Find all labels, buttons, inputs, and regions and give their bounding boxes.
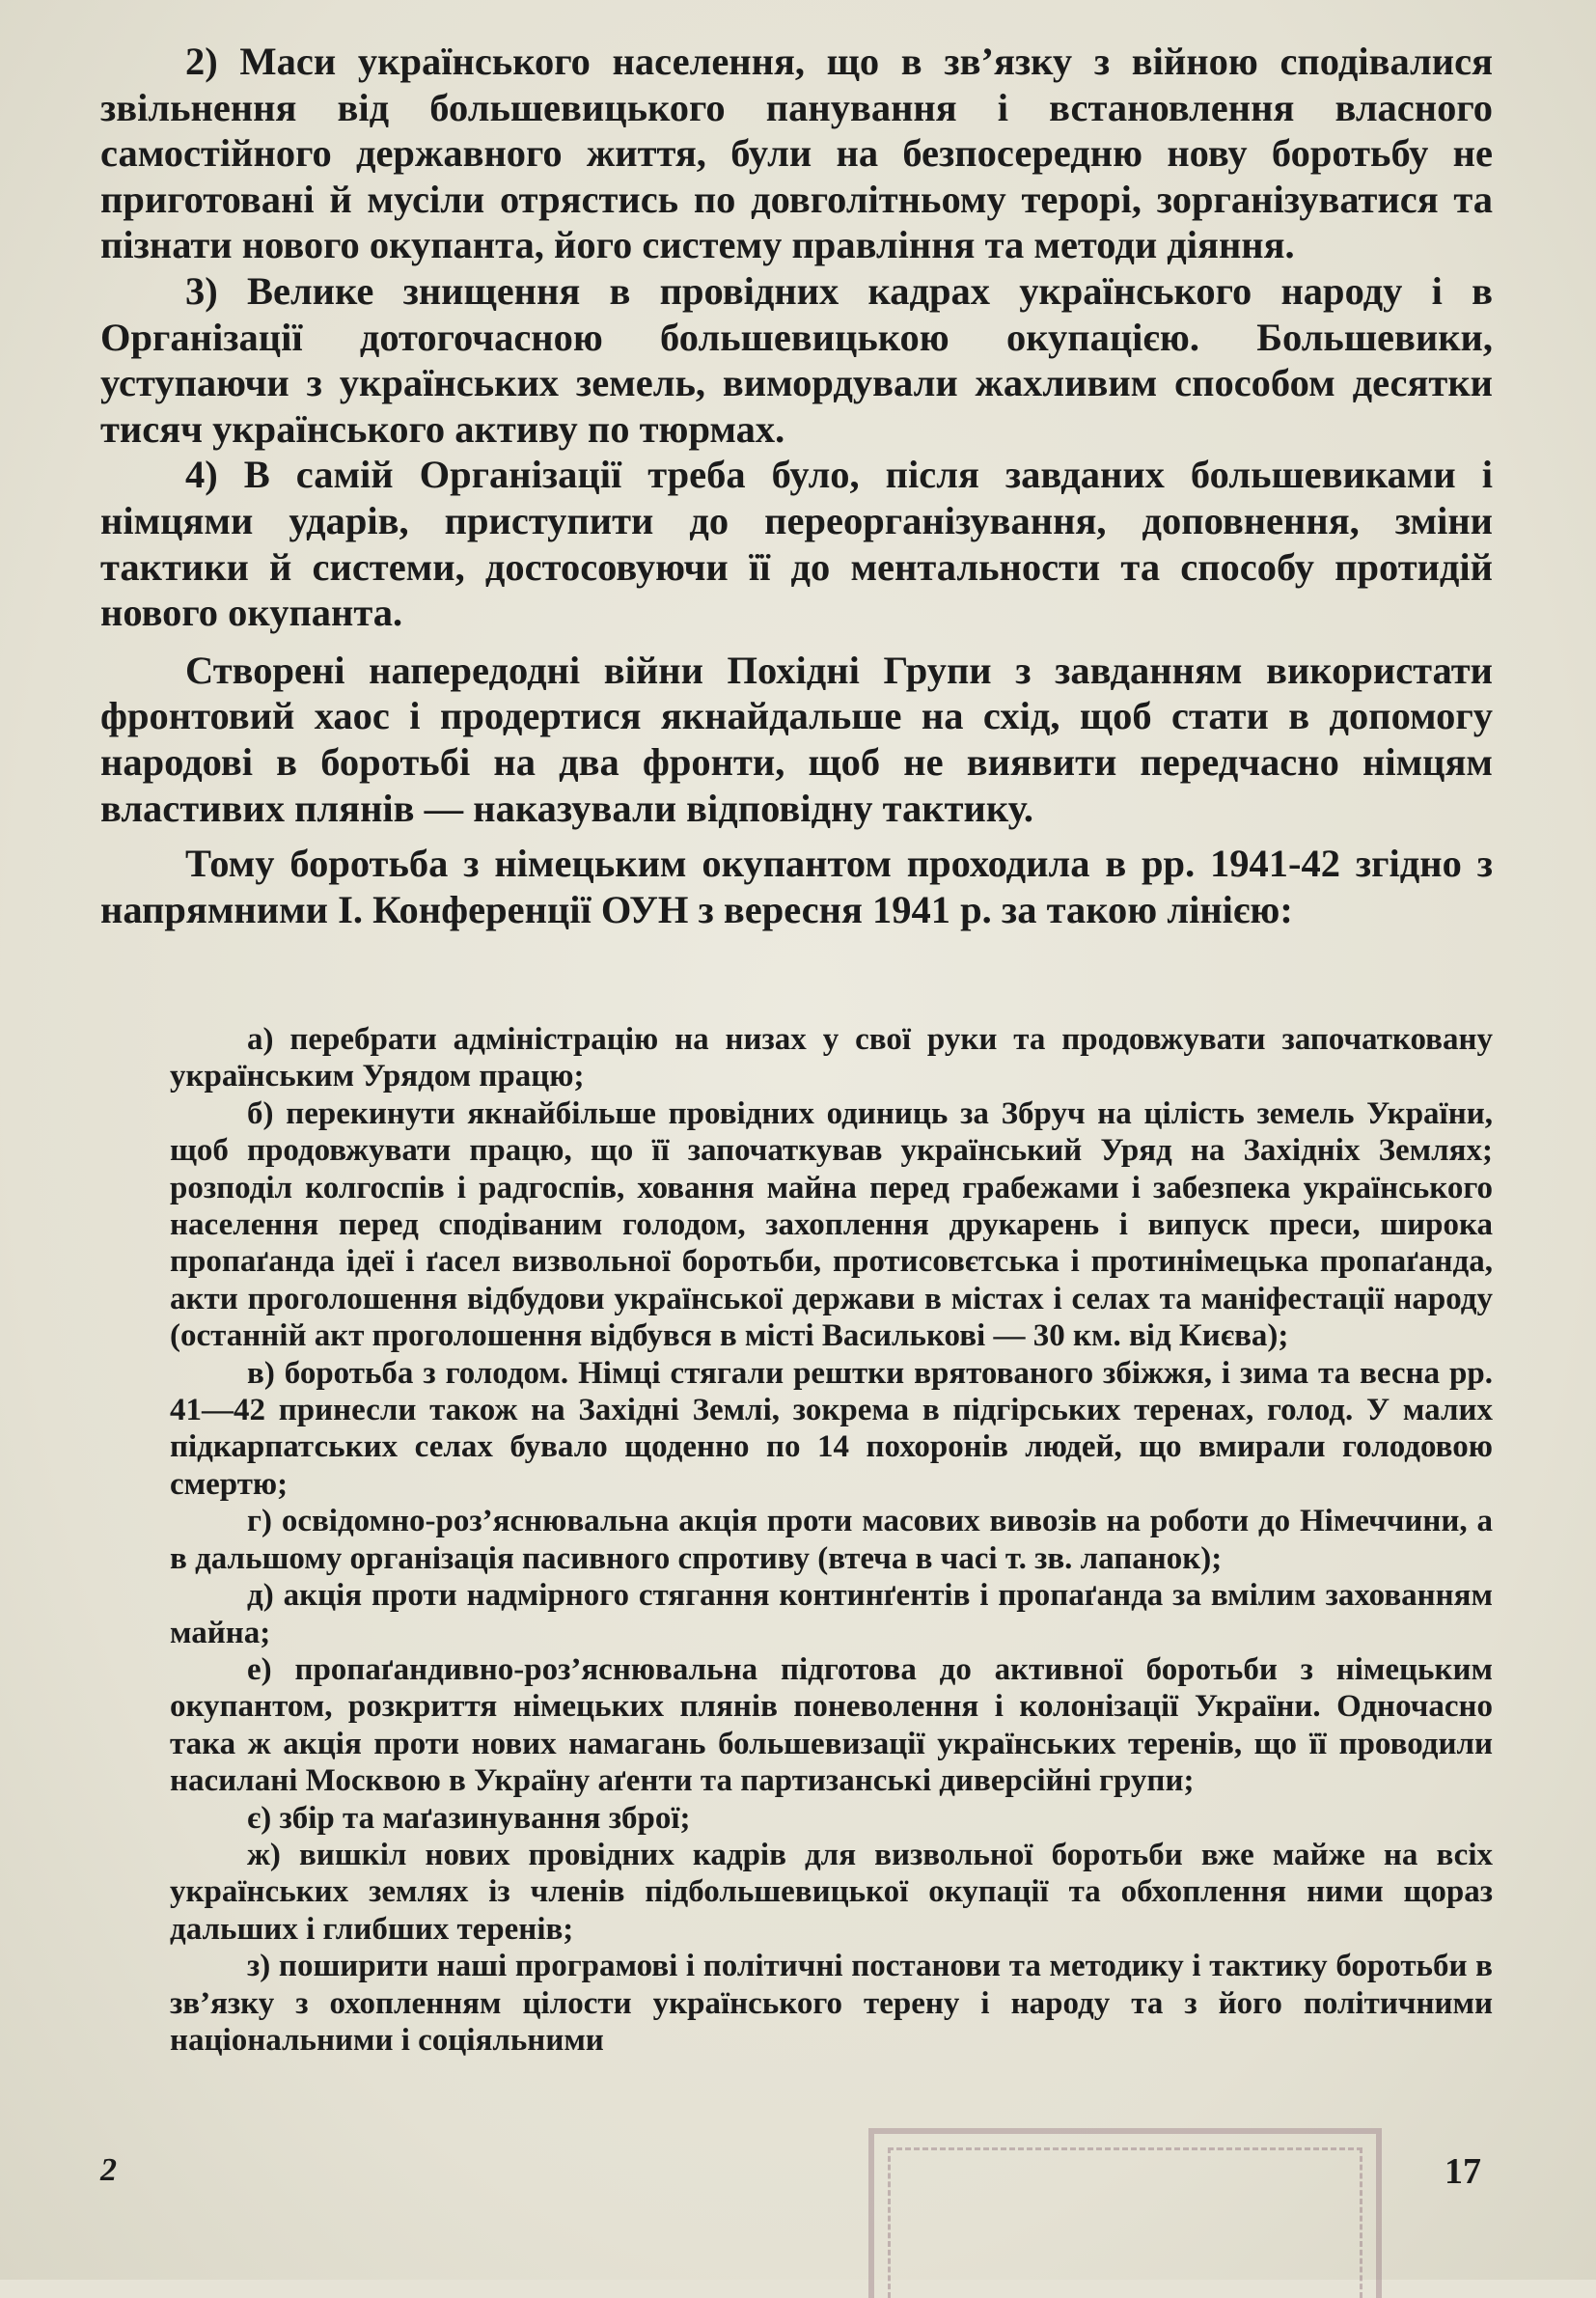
list-item: з) поширити наші програмові і політичні постанови та методику і тактику боротьби в зв’язку з охопленням цілости українського терену і народу та з його політичними національними і соціяльними [170, 1949, 1493, 2058]
signature-number: 2 [100, 2152, 117, 2188]
list-item: в) боротьба з голодом. Німці стягали рештки врятованого збіжжя, і зима та весна рр. 41—42 принесли також на Західні Землі, зокрема в підгірських теренах, голод. У малих підкарпатських селах бувало щоденно по 14 похоронів людей, що вмирали голодовою смертю; [170, 1355, 1493, 1502]
main-text [100, 39, 1493, 932]
list-item: д) акція проти надмірного стягання континґентів і пропаґанда за вмілим захованням майна; [170, 1578, 1493, 1650]
paragraph-struggle: Тому боротьба з німецьким окупантом проходила в рр. 1941-42 згідно з напрямними І. Конференції ОУН з вересня 1941 р. за такою лінією: [100, 842, 1493, 931]
directives-list [170, 1021, 1493, 2059]
list-item: б) перекинути якнайбільше провідних одиниць за Збруч на цілість земель України, щоб продовжувати працю, що її започаткував український Уряд на Західніх Землях; розподіл колгоспів і радгоспів, ховання майна перед грабежами і забезпека українського населення перед сподіваним голодом, захоплення друкарень і випуск преси, широка пропаґанда ідеї і ґасел визвольної боротьби, протисовєтська і протинімецька пропаґанда, акти проголошення відбудови української держави в містах і селах та маніфестації народу (останній акт проголошення відбувся в місті Василькові — 30 км. від Києва); [170, 1095, 1493, 1354]
list-item: а) перебрати адміністрацію на низах у свої руки та продовжувати започатковану українським Урядом працю; [170, 1022, 1493, 1094]
list-item: ж) вишкіл нових провідних кадрів для визвольної боротьби вже майже на всіх українських землях із членів підбольшевицької окупації та обхоплення ними щораз дальших і глибших теренів; [170, 1837, 1493, 1947]
paragraph-4: 4) В самій Організації треба було, після завданих большевиками і німцями ударів, приступити до переорганізування, доповнення, зміни тактики й системи, достосовуючи її до ментальности та способу протидій нового окупанта. [100, 453, 1493, 635]
paragraph-groups: Створені напередодні війни Похідні Групи з завданням використати фронтовий хаос і продертися якнайдальше на схід, щоб стати в допомогу народові в боротьбі на два фронти, щоб не виявити передчасно німцям властивих плянів — наказували відповідну тактику. [100, 648, 1493, 830]
list-item: е) пропаґандивно-роз’яснювальна підготова до активної боротьби з німецьким окупантом, розкриття німецьких плянів поневолення і колонізації України. Одночасно така ж акція проти нових намагань большевизації українських теренів, що її проводили насилані Москвою в Україну аґенти та партизанські диверсійні групи; [170, 1651, 1493, 1799]
paragraph-2: 2) Маси українського населення, що в зв’язку з війною сподівалися звільнення від большевицького панування і встановлення власного самостійного державного життя, були на безпосередню нову боротьбу не приготовані й мусіли отрястись по довголітньому терорі, зорганізуватися та пізнати нового окупанта, його систему правління та методи діяння. [100, 40, 1493, 267]
list-item: є) збір та маґазинування зброї; [247, 1800, 691, 1836]
paragraph-3: 3) Велике знищення в провідних кадрах українського народу і в Організації дотогочасною большевицькою окупацією. Большевики, уступаючи з українських земель, вимордували жахливим способом десятки тисяч українського активу по тюрмах. [100, 268, 1493, 451]
page-number: 17 [1445, 2151, 1481, 2192]
list-item: г) освідомно-роз’яснювальна акція проти масових вивозів на роботи до Німеччини, а в дальшому організація пасивного спротиву (втеча в часі т. зв. лапанок); [170, 1504, 1493, 1576]
archive-stamp [868, 2128, 1382, 2298]
